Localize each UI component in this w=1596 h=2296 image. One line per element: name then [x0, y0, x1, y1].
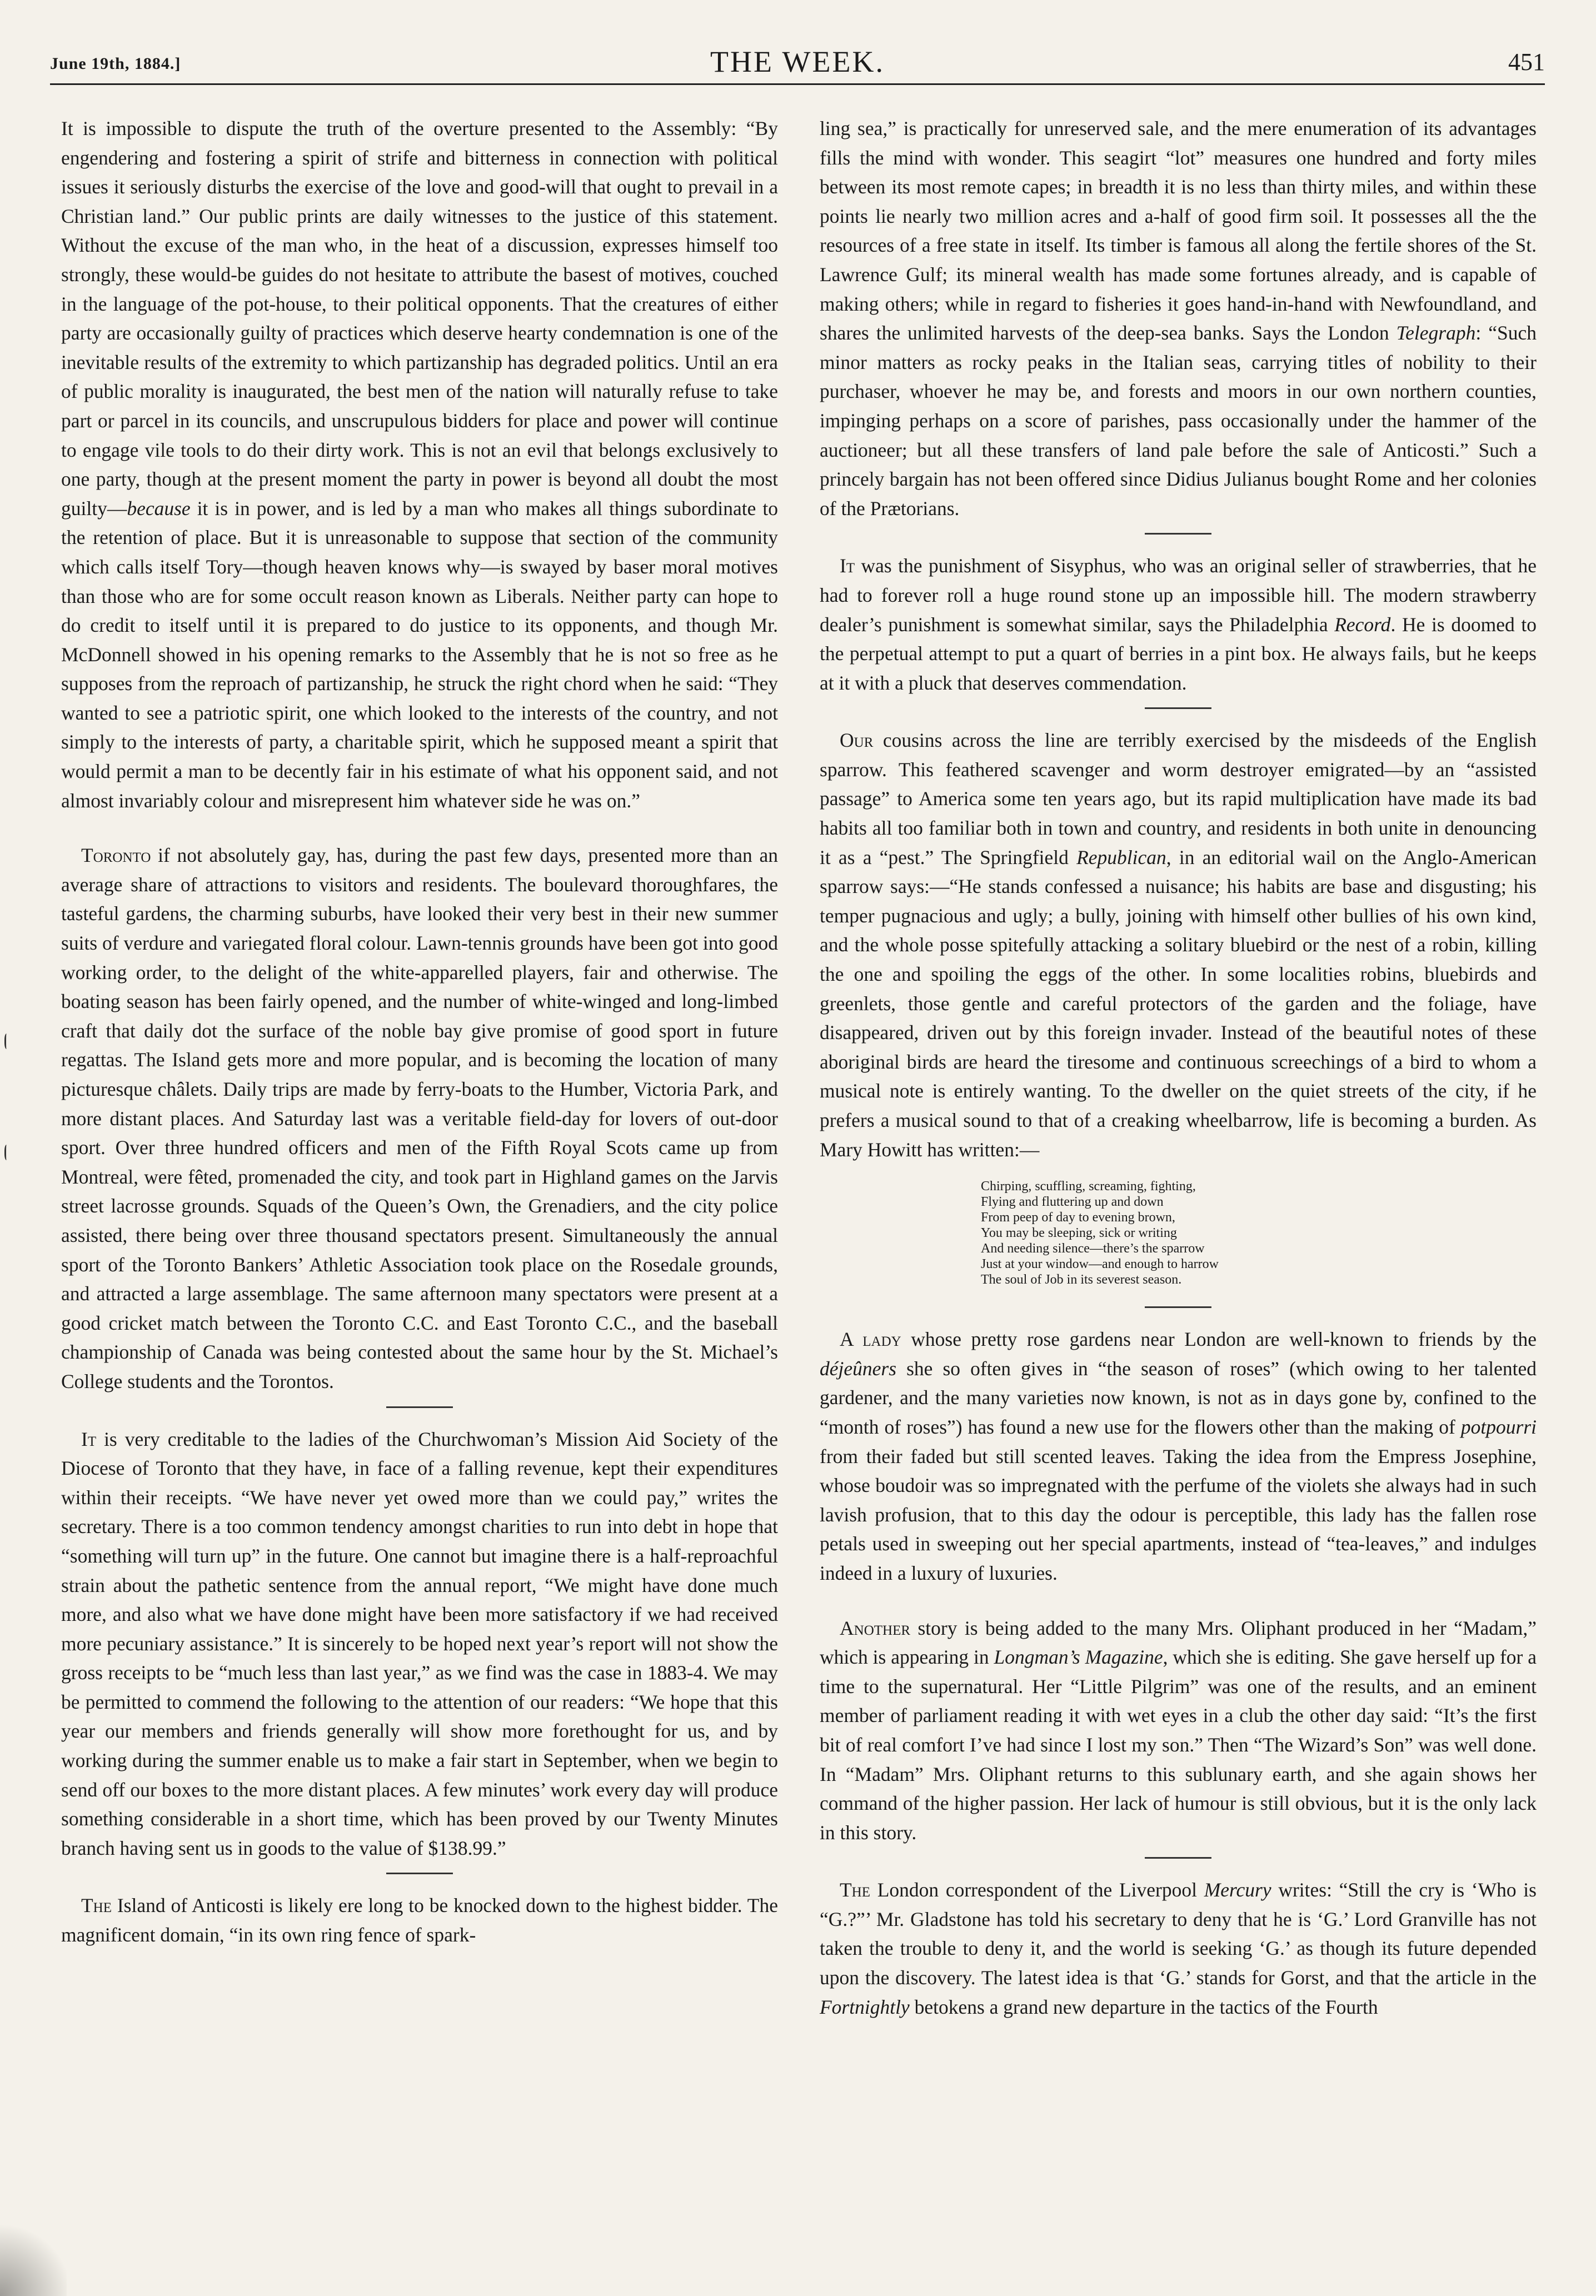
section-divider: [1145, 1306, 1211, 1308]
poem-line: The soul of Job in its severest season.: [981, 1272, 1182, 1287]
poem-line: Flying and fluttering up and down: [981, 1195, 1164, 1210]
right-column: [820, 114, 1537, 2022]
poem-excerpt: [981, 1179, 1537, 1287]
page-header: [50, 44, 1545, 83]
section-divider: [386, 1406, 453, 1408]
article-sparrow: Our cousins across the line are terribly exercised by the misdeeds of the English sparrow. This feathered scavenger and worm destroyer emigrated—by an “assisted passage” to America some ten years ago, but its rapid multiplication have made its bad habits all too familiar both in town and country, and residents in both unite in denouncing it as a “pest.” The Springfield Republican, in an editorial wail on the Anglo-American sparrow says:—“He stands confessed a nuisance; his habits are base and disgusting; his temper pugnacious and ugly; a bully, joining with himself other bullies of his own kind, and the whole posse spitefully attacking a solitary bluebird or the nest of a robin, killing the one and spoiling the eggs of the other. In some localities robins, bluebirds and greenlets, those gentle and careful protectors of the garden and the foliage, have disappeared, driven out by this foreign invader. Instead of the beautiful notes of these aboriginal birds are heard the tiresome and continuous screechings of a bird to whom a musical note is entirely wanting. To the dweller on the quiet streets of the city, if he prefers a musical sound to that of a creaking wheelbarrow, life is becoming a burden. As Mary Howitt has written:—: [820, 729, 1537, 1161]
article-rose-gardens: A lady whose pretty rose gardens near London are well-known to friends by the déjeûners she so often gives in “the season of roses” (which owing to her talented gardener, and the many varieties now known, is not as in days gone by, confined to the “month of roses”) has found a new use for the flowers other than the making of potpourri from their faded but still scented leaves. Taking the idea from the Empress Josephine, whose boudoir was so impregnated with the perfume of the violets she always had in such lavish profusion, that to this day the odour is perceptible, this lady has the fallen rose petals used in sweeping out her special apartments, instead of “tea-leaves,” and indulges indeed in a luxury of luxuries.: [820, 1328, 1537, 1584]
section-divider: [386, 1873, 453, 1874]
section-divider: [1145, 1857, 1211, 1859]
masthead-title: THE WEEK.: [710, 45, 885, 78]
section-divider: [1145, 707, 1211, 709]
article-mission-aid: It is very creditable to the ladies of the Churchwoman’s Mission Aid Society of the Diocese of Toronto that they have, in face of a falling revenue, kept their expenditures within their receipts. “We have never yet owed more than we could pay,” writes the secretary. There is a too common tendency amongst charities to run into debt in hope that “something will turn up” in the future. One cannot but imagine there is a half-reproachful strain about the pathetic sentence from the annual report, “We might have done much more, and also what we have done might have been more satisfactory if we had received more pecuniary assistance.” It is sincerely to be hoped next year’s report will not show the gross receipts to be “much less than last year,” as we find was the case in 1883-4. We may be permitted to commend the following to the attention of our readers: “We hope that this year our members and friends generally will show more forethought for us, and by working during the summer enable us to make a fair start in September, when we begin to send off our boxes to the more distant places. A few minutes’ work every day will produce something considerable in a short time, which has been proved by our Twenty Minutes branch having sent us in goods to the value of $138.99.”: [61, 1427, 778, 1859]
article-sisyphus: It was the punishment of Sisyphus, who was an original seller of strawberries, that he had to forever roll a huge round stone up an impossible hill. The modern strawberry dealer’s punishment is somewhat similar, says the Philadelphia Record. He is doomed to the perpetual attempt to put a quart of berries in a pint box. He always fails, but he keeps at it with a pluck that deserves commendation.: [820, 555, 1537, 694]
section-divider: [1145, 533, 1211, 535]
article-who-is-g: The London correspondent of the Liverpool Mercury writes: “Still the cry is ‘Who is “G.?”’ Mr. Gladstone has told his secretary to deny that he is ‘G.’ Lord Granville has not taken the trouble to deny it, and the world is seeking ‘G.’ as though its future depended upon the discovery. The latest idea is that ‘G.’ stands for Gorst, and that the article in the Fortnightly betokens a grand new departure in the tactics of the Fourth: [820, 1879, 1537, 2018]
article-anticosti: The Island of Anticosti is likely ere long to be knocked down to the highest bidder. The magnificent domain, “in its own ring fence of spark-: [61, 1894, 778, 1946]
poem-line: Chirping, scuffling, screaming, fighting,: [981, 1179, 1196, 1194]
article-overture: It is impossible to dispute the truth of the overture presented to the Assembly: “By engendering and fostering a spirit of strife and bitterness in connection with political issues it seriously disturbs the exercise of the love and good-will that ought to prevail in a Christian land.” Our public prints are daily witnesses to the justice of this statement. Without the excuse of the man who, in the heat of a discussion, expresses himself too strongly, these would-be guides do not hesitate to attribute the basest of motives, couched in the language of the pot-house, to their political opponents. That the creatures of either party are occasionally guilty of practices which deserve hearty condemnation is one of the inevitable results of the extremity to which partizanship has degraded politics. Until an era of public morality is inaugurated, the best men of the nation will naturally refuse to take part or parcel in its councils, and unscrupulous bidders for place and power will continue to engage vile tools to do their dirty work. This is not an evil that belongs exclusively to one party, though at the present moment the party in power is beyond all doubt the most guilty—because it is in power, and is led by a man who makes all things subordinate to the retention of place. But it is unreasonable to suppose that section of the community which calls itself Tory—though heaven knows why—is swayed by baser moral motives than those who are for some occult reason known as Liberals. Neither party can hope to do credit to itself until it is prepared to do justice to its opponents, and though Mr. McDonnell showed in his opening remarks to the Assembly that he is not so free as he supposes from the reproach of partizanship, he struck the right chord when he said: “They wanted to see a patriotic spirit, one which looked to the interests of the country, and not simply to the interests of party, a charitable spirit, which he supposed meant a spirit that would permit a man to be decently fair in his estimate of what his opponent said, and not almost invariably colour and misrepresent him whatever side he was on.”: [61, 117, 778, 812]
poem-line: From peep of day to evening brown,: [981, 1210, 1175, 1225]
left-column: [61, 114, 778, 1950]
issue-date: June 19th, 1884.]: [50, 54, 181, 73]
article-oliphant: Another story is being added to the many Mrs. Oliphant produced in her “Madam,” which is appearing in Longman’s Magazine, which she is editing. She gave herself up for a time to the supernatural. Her “Little Pilgrim” was one of the results, and an eminent member of parliament reading it with wet eyes in a club the other day said: “It’s the first bit of real comfort I’ve had since I lost my son.” Then “The Wizard’s Son” was well done. In “Madam” Mrs. Oliphant returns to this sublunary earth, and she again shows her command of the higher passion. Her lack of humour is still obvious, but it is the only lack in this story.: [820, 1616, 1537, 1844]
page-number: 451: [1508, 48, 1545, 76]
header-rule: [50, 83, 1545, 85]
poem-line: Just at your window—and enough to harrow: [981, 1257, 1219, 1272]
article-anticosti-cont: ling sea,” is practically for unreserved sale, and the mere enumeration of its advantages fills the mind with wonder. This seagirt “lot” measures one hundred and forty miles between its most remote capes; in breadth it is no less than thirty miles, and within these points lie nearly two million acres and a-half of good firm soil. It possesses all the the resources of a free state in itself. Its timber is famous all along the fertile shores of the St. Lawrence Gulf; its mineral wealth has made some fortunes already, and is capable of making others; while in regard to fisheries it goes hand-in-hand with Newfoundland, and shares the unlimited harvests of the deep-sea banks. Says the London Telegraph: “Such minor matters as rocky peaks in the Italian seas, carrying titles of nobility to their purchaser, whoever he may be, and forests and moors in our own northern counties, impinging perhaps on a score of parishes, pass occasionally under the hammer of the auctioneer; but all these transfers of land pale before the sale of Anticosti.” Such a princely bargain has not been offered since Didius Julianus bought Rome and her colonies of the Prætorians.: [820, 117, 1537, 520]
margin-mark: [4, 1145, 9, 1160]
margin-mark: [4, 1034, 9, 1049]
article-toronto: Toronto if not absolutely gay, has, during the past few days, presented more than an average share of attractions to visitors and residents. The boulevard thoroughfares, the tasteful gardens, the charming suburbs, have looked their very best in their new summer suits of verdure and variegated floral colour. Lawn-tennis grounds have been got into good working order, to the delight of the white-apparelled players, fair and otherwise. The boating season has been fairly opened, and the number of white-winged and long-limbed craft that daily dot the surface of the noble bay give promise of good sport in future regattas. The Island gets more and more popular, and is becoming the location of many picturesque châlets. Daily trips are made by ferry-boats to the Humber, Victoria Park, and more distant places. And Saturday last was a veritable field-day for lovers of out-door sport. Over three hundred officers and men of the Fifth Royal Scots came up from Montreal, were fêted, promenaded the city, and took part in Highland games on the Jarvis street lacrosse grounds. Squads of the Queen’s Own, the Grenadiers, and the city police assisted, there being over three thousand spectators present. Simultaneously the annual sport of the Toronto Bankers’ Athletic Association took place on the Rosedale grounds, and attracted a large assemblage. The same afternoon many spectators were present at a good cricket match between the Toronto C.C. and East Toronto C.C., and the baseball championship of Canada was being contested about the same hour by the St. Michael’s College students and the Torontos.: [61, 844, 778, 1392]
poem-line: You may be sleeping, sick or writing: [981, 1226, 1177, 1241]
scan-corner-smudge: [0, 2218, 67, 2296]
poem-line: And needing silence—there’s the sparrow: [981, 1241, 1205, 1256]
